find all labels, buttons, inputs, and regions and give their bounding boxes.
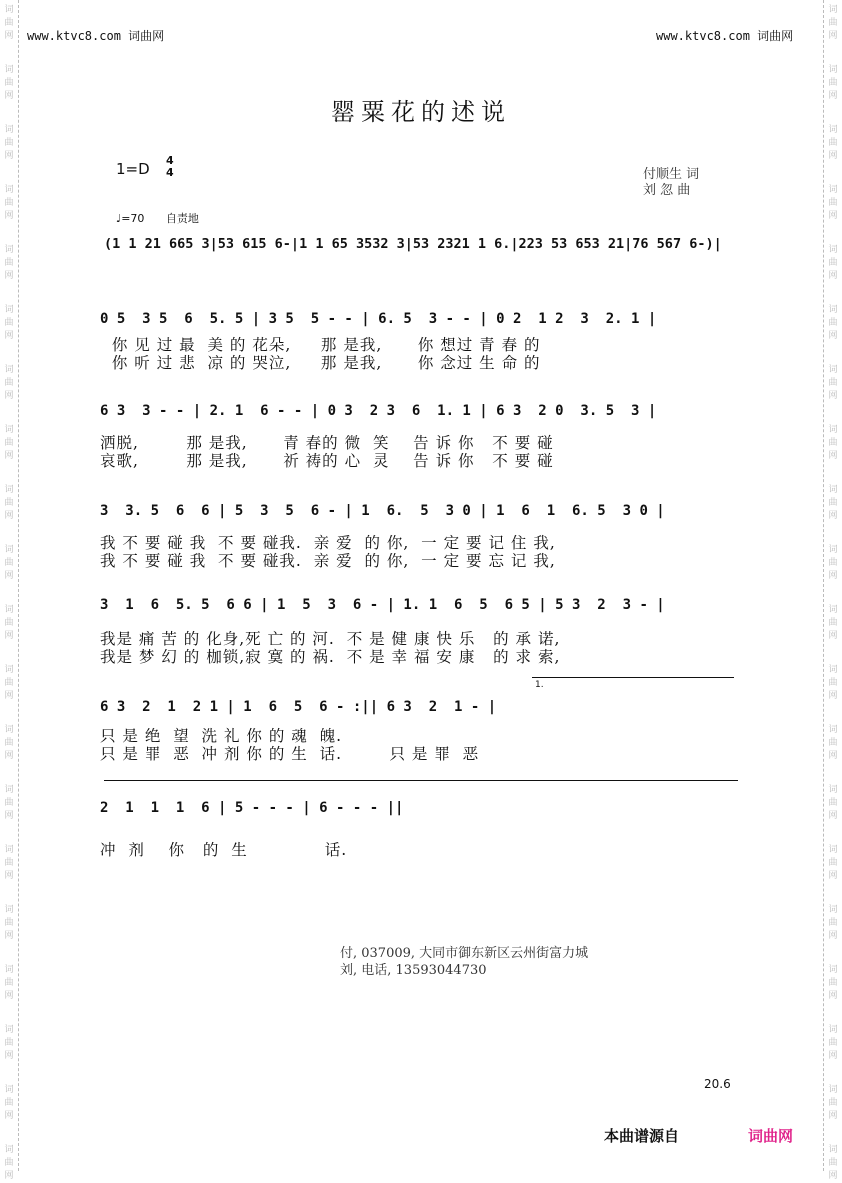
row2-lyric-verse2: 哀歌, 那 是我, 祈 祷的 心 灵 告 诉 你 不 要 碰 [100, 452, 554, 470]
row4-lyric-verse2: 我是 梦 幻 的 枷锁,寂 寞 的 祸. 不 是 幸 福 安 康 的 求 索, [100, 648, 561, 666]
row6-lyric: 冲 剂 你 的 生 话. [100, 841, 348, 859]
watermark-text: 词 曲 网 [828, 905, 838, 941]
row4-lyric-verse1: 我是 痛 苦 的 化身,死 亡 的 河. 不 是 健 康 快 乐 的 承 诺, [100, 630, 561, 648]
expression-mark: 自责地 [165, 212, 199, 225]
watermark-text: 词 曲 网 [4, 1145, 14, 1181]
watermark-text: 词 曲 网 [828, 5, 838, 41]
watermark-text: 词 曲 网 [4, 365, 14, 401]
row1-lyric-verse2: 你 听 过 悲 凉 的 哭泣, 那 是我, 你 念过 生 命 的 [100, 354, 541, 372]
row2-lyric-verse1: 洒脱, 那 是我, 青 春的 微 笑 告 诉 你 不 要 碰 [100, 434, 554, 452]
watermark-text: 词 曲 网 [4, 1025, 14, 1061]
watermark-text: 词 曲 网 [4, 485, 14, 521]
tempo-mark: ♩=70 [116, 212, 145, 225]
watermark-text: 词 曲 网 [4, 185, 14, 221]
watermark-text: 词 曲 网 [828, 1025, 838, 1061]
row2-notes: 6 3 3 - - | 2. 1 6 - - | 0 3 2 3 6 1. 1 | 6 3 2 0 3. 5 3 | [100, 403, 657, 419]
footer-source-label: 本曲谱源自 [604, 1127, 680, 1145]
watermark-text: 词 曲 网 [828, 725, 838, 761]
watermark-text: 词 曲 网 [828, 425, 838, 461]
row5-notes: 6 3 2 1 2 1 | 1 6 5 6 - :|| 6 3 2 1 - | [100, 699, 497, 715]
watermark-text: 词 曲 网 [4, 545, 14, 581]
footer-brand-link[interactable]: 词曲网 [748, 1127, 794, 1145]
header-left-url[interactable]: www.ktvc8.com 词曲网 [27, 29, 165, 43]
watermark-text: 词 曲 网 [4, 845, 14, 881]
key-label: 1=D [116, 160, 150, 178]
watermark-text: 词 曲 网 [4, 305, 14, 341]
song-title: 罂粟花的述说 [331, 98, 511, 126]
watermark-text: 词 曲 网 [4, 245, 14, 281]
row5-lyric-verse1: 只 是 绝 望 洗 礼 你 的 魂 魄. [100, 727, 343, 745]
left-watermark-strip [0, 0, 19, 1181]
watermark-text: 词 曲 网 [828, 485, 838, 521]
watermark-text: 词 曲 网 [4, 125, 14, 161]
tempo-marking [116, 210, 199, 226]
watermark-text: 词 曲 网 [828, 545, 838, 581]
time-signature: 4 4 [166, 154, 174, 179]
watermark-text: 词 曲 网 [4, 5, 14, 41]
volta-label: 1. [535, 680, 544, 690]
volta-bracket [532, 677, 734, 678]
watermark-text: 词 曲 网 [4, 425, 14, 461]
watermark-text: 词 曲 网 [828, 305, 838, 341]
watermark-text: 词 曲 网 [828, 185, 838, 221]
row6-notes: 2 1 1 1 6 | 5 - - - | 6 - - - || [100, 800, 404, 816]
watermark-text: 词 曲 网 [828, 1145, 838, 1181]
watermark-text: 词 曲 网 [4, 905, 14, 941]
row3-lyric-verse2: 我 不 要 碰 我 不 要 碰我. 亲 爱 的 你, 一 定 要 忘 记 我, [100, 552, 556, 570]
watermark-text: 词 曲 网 [4, 965, 14, 1001]
header-right-url[interactable]: www.ktvc8.com 词曲网 [656, 29, 794, 43]
watermark-text: 词 曲 网 [4, 725, 14, 761]
watermark-text: 词 曲 网 [828, 1085, 838, 1121]
lyricist-credit: 付顺生 词 [643, 167, 700, 182]
watermark-text: 词 曲 网 [4, 1085, 14, 1121]
row1-notes: 0 5 3 5 6 5. 5 | 3 5 5 - - | 6. 5 3 - - | 0 2 1 2 3 2. 1 | [100, 311, 657, 327]
watermark-text: 词 曲 网 [4, 605, 14, 641]
row4-notes: 3 1 6 5. 5 6 6 | 1 5 3 6 - | 1. 1 6 5 6 5 | 5 3 2 3 - | [100, 597, 665, 613]
watermark-text: 词 曲 网 [828, 245, 838, 281]
watermark-text: 词 曲 网 [828, 665, 838, 701]
watermark-text: 词 曲 网 [4, 785, 14, 821]
watermark-text: 词 曲 网 [4, 665, 14, 701]
watermark-text: 词 曲 网 [4, 65, 14, 101]
row1-lyric-verse1: 你 见 过 最 美 的 花朵, 那 是我, 你 想过 青 春 的 [100, 336, 541, 354]
address-line-1: 付, 037009, 大同市御东新区云州街富力城 [340, 946, 589, 961]
address-line-2: 刘, 电话, 13593044730 [340, 963, 487, 978]
watermark-text: 词 曲 网 [828, 845, 838, 881]
page-number: 20.6 [704, 1077, 731, 1091]
watermark-text: 词 曲 网 [828, 125, 838, 161]
watermark-text: 词 曲 网 [828, 605, 838, 641]
watermark-text: 词 曲 网 [828, 365, 838, 401]
row5-lyric-verse2: 只 是 罪 恶 冲 剂 你 的 生 话. 只 是 罪 恶 [100, 745, 480, 763]
row3-lyric-verse1: 我 不 要 碰 我 不 要 碰我. 亲 爱 的 你, 一 定 要 记 住 我, [100, 534, 556, 552]
volta-bracket-2 [104, 780, 738, 781]
row3-notes: 3 3. 5 6 6 | 5 3 5 6 - | 1 6. 5 3 0 | 1 6 1 6. 5 3 0 | [100, 503, 665, 519]
intro-notes: (1 1 21 665 3|53 615 6-|1 1 65 3532 3|53 2321 1 6.|223 53 653 21|76 567 6-)| [104, 236, 722, 252]
key-signature [116, 154, 174, 179]
right-watermark-strip [823, 0, 842, 1181]
watermark-text: 词 曲 网 [828, 785, 838, 821]
composer-credit: 刘 忽 曲 [643, 183, 691, 198]
watermark-text: 词 曲 网 [828, 965, 838, 1001]
watermark-text: 词 曲 网 [828, 65, 838, 101]
